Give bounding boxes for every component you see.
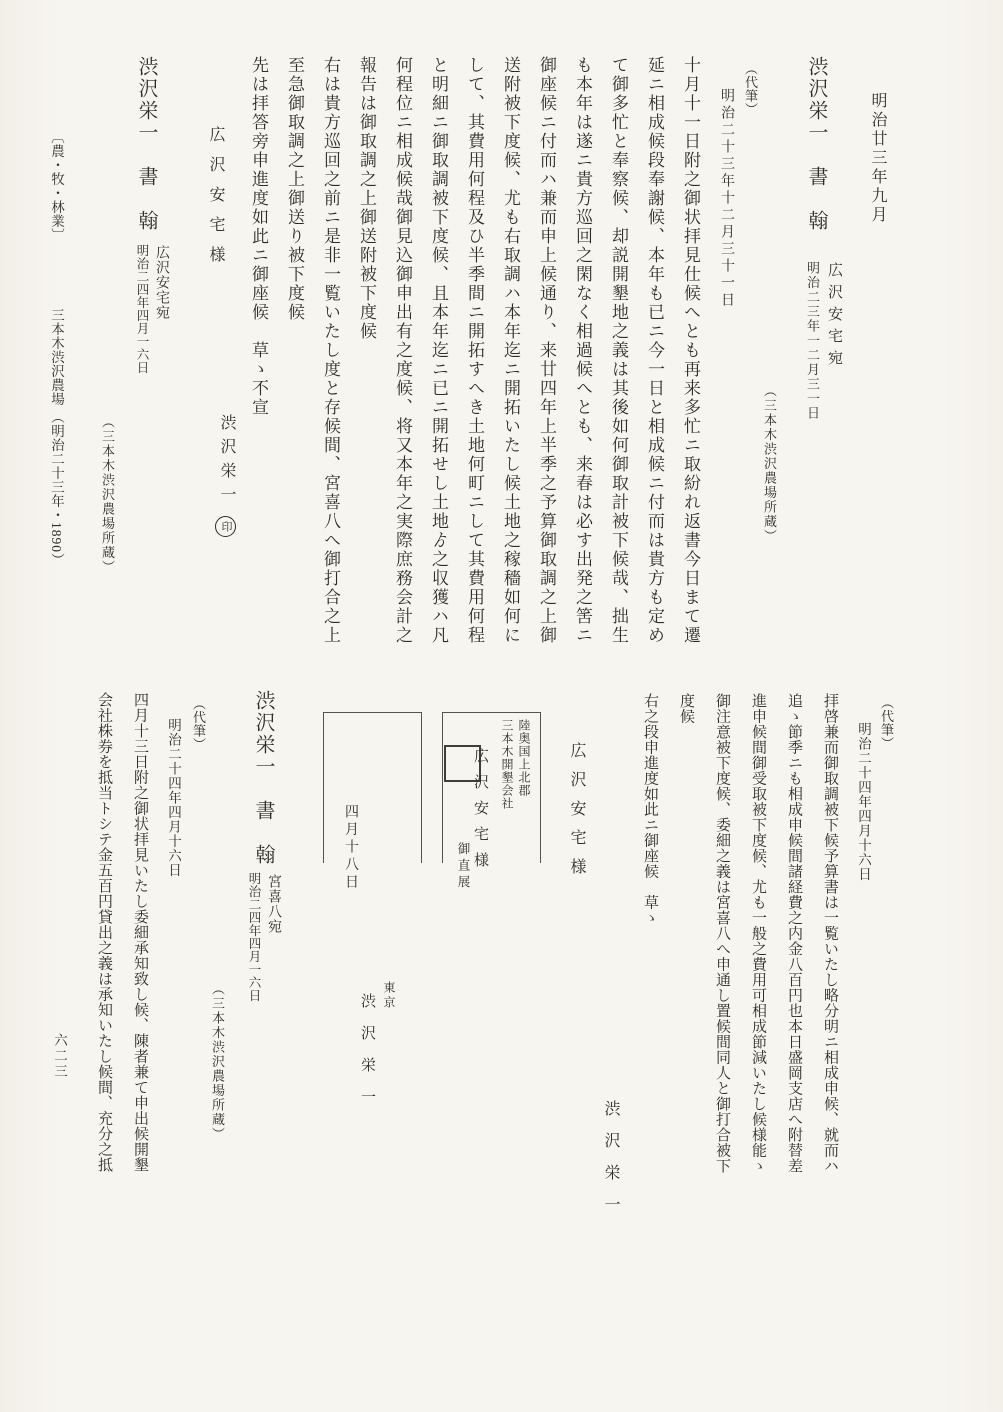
- category-label: 〔農・牧・林業〕: [49, 130, 64, 242]
- letter1-body-line: 報告は御取調之上御送附被下度候: [357, 56, 376, 341]
- letter1-signature-name: 渋沢栄一: [218, 414, 235, 510]
- letter2-title: 渋沢栄一 書 翰: [135, 56, 157, 232]
- letter2-addressee-note: 広沢安宅宛: [154, 245, 169, 320]
- letter1-archive-note: （三本木渋沢農場所蔵）: [762, 384, 777, 544]
- letter3-addressee-note: 宮喜八宛: [266, 874, 281, 934]
- letter3-body-line: 会社株券を抵当トシテ金五百円貸出之義は承知いたし候間、充分之抵: [96, 692, 112, 1173]
- letter1-body-line: 先は拝答旁申進度如此ニ御座候 草ゝ不宣: [249, 56, 268, 417]
- page-number: 六二三: [52, 1033, 67, 1080]
- letter3-body: [86, 692, 158, 1182]
- envelope-sender: 渋沢栄一: [359, 993, 375, 1121]
- letter1-date-line: 明治二十三年十二月三十一日: [719, 88, 734, 309]
- letter2-scribe-note: （代筆）: [879, 696, 894, 750]
- letter3-archive-note: （三本木渋沢農場所蔵）: [210, 982, 225, 1142]
- letter1-body-line: 十月十一日附之御状拝見仕候へとも再来多忙ニ取紛れ返書今日まて遷: [681, 56, 700, 645]
- envelope-address-region: 陸奥国上北郡: [517, 719, 531, 797]
- letter1-scribe-note: （代筆）: [743, 62, 758, 116]
- letter1-body-line: 御座候ニ付而ハ兼而申上候通り、来廿四年上半季之予算御取調之上御: [537, 56, 556, 645]
- letter2-body-line: 右之段申進度如此ニ御座候 草ゝ: [642, 693, 658, 926]
- letter1-body-line: て御多忙と奉察候、却説開墾地之義は其後如何御取計被下候哉、拙生: [609, 56, 628, 645]
- category-label-column: [46, 130, 68, 567]
- letter1-body-line: も本年は遂ニ貴方巡回之閑なく相過候へとも、来春は必す出発之筈ニ: [573, 56, 592, 645]
- letter2-archive-note: （三本木渋沢農場所蔵）: [100, 415, 115, 575]
- seal-icon: 印: [215, 516, 236, 537]
- letter2-signature: 渋沢栄一: [602, 1100, 619, 1228]
- letter2-body-line: 追ゝ節季ニも相成申候間諸経費之内金八百円也本日盛岡支店へ附替差: [786, 693, 802, 1174]
- envelope-addressee: 広沢安宅様: [472, 748, 488, 878]
- envelope-honorific: 御直展: [456, 842, 470, 892]
- letter1-body-line: 延ニ相成候段奉謝候、本年も已ニ今一日と相成候ニ付而は貴方も定め: [645, 56, 664, 645]
- letter2-addressee: 広沢安宅様: [568, 742, 585, 887]
- letter3-date-note: 明治二四年四月一六日: [247, 872, 261, 1002]
- letter1-body-line: して、其費用何程及ひ半季間ニ開拓すへき土地何町ニして其費用何程: [465, 56, 484, 645]
- letter1-body-line: 至急御取調之上御送り被下度候: [285, 56, 304, 322]
- letter2-body-line: 御注意被下度候、委細之義は宮喜八へ申通し置候間同人と御打合被下: [714, 693, 730, 1174]
- letter1-body-line: 右は貴方巡回之前ニ是非一覧いたし度と存候間、宮喜八へ御打合之上: [321, 56, 340, 645]
- letter3-body-line: 四月十三日附之御状拝見いたし委細承知致し候、陳者兼て申出候開墾: [132, 692, 148, 1173]
- letter1-body: [240, 56, 708, 656]
- envelope-date: 四月十八日: [343, 804, 358, 892]
- letter3-title: 渋沢栄一 書 翰: [252, 690, 274, 866]
- letter2-body-line: 進申候間御受取被下度候、尤も一般之費用可相成節減いたし候様能ゝ: [750, 693, 766, 1174]
- letter1-body-line: 送附被下度候、尤も右取調ハ本年迄ニ開拓いたし候土地之稼穡如何に: [501, 56, 520, 645]
- letter1-title: 渋沢栄一 書 翰: [805, 56, 827, 232]
- letter1-date-note: 明治二三年一二月三一日: [805, 261, 820, 421]
- letter2-body: [632, 693, 848, 1183]
- section-date-header: 明治廿三年九月: [869, 92, 886, 225]
- letter1-body-line: 何程位ニ相成候哉御見込御申出有之度候、将又本年之実際庶務会計之: [393, 56, 412, 645]
- letter1-addressee-note: 広沢安宅宛: [826, 262, 842, 372]
- category-year-suffix: ）: [49, 553, 64, 567]
- letter2-body-line: 度候: [678, 693, 694, 724]
- category-name: 三本木渋沢農場: [49, 308, 64, 406]
- envelope-sender-box: [323, 712, 422, 863]
- envelope-address-company: 三本木開墾会社: [500, 719, 514, 810]
- letter1-body-line: と明細ニ御取調被下度候、且本年迄ニ已ニ開拓せし土地ゟ之収獲ハ凡: [429, 56, 448, 645]
- letter3-date-line: 明治二十四年四月十六日: [166, 718, 181, 878]
- letter1-addressee: 広沢安宅様: [207, 126, 224, 276]
- letter2-date-line: 明治二十四年四月十六日: [856, 722, 871, 882]
- category-year-digits: 1890: [49, 522, 64, 553]
- letter1-signature: [215, 414, 238, 537]
- letter2-body-line: 拝啓兼而御取調被下候予算書は一覧いたし略分明ニ相成申候、就而ハ: [822, 693, 838, 1174]
- category-year-prefix: （明治二十三年・: [49, 410, 64, 522]
- envelope-sender-place: 東京: [382, 981, 396, 1011]
- letter2-date-note: 明治二四年四月一六日: [135, 244, 149, 374]
- letter3-scribe-note: （代筆）: [191, 697, 206, 751]
